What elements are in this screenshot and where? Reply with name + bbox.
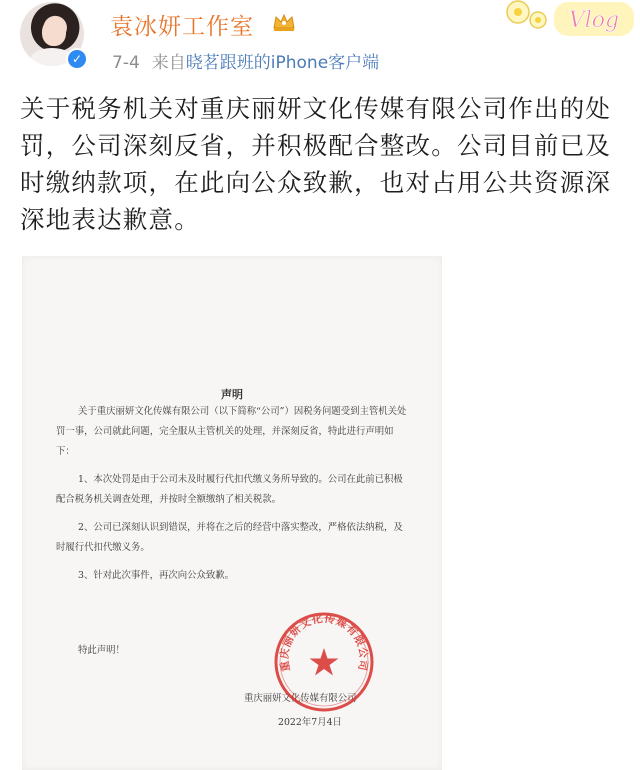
document-title: 声明 [221,388,243,401]
document-body [56,402,408,586]
document-closing: 特此声明！ [78,645,125,656]
document-paragraph: 关于重庆丽妍文化传媒有限公司（以下简称“公司”）因税务问题受到主管机关处罚一事，公司就此问题，完全服从主管机关的处理，并深刻反省，特此进行声明如下： [56,406,407,457]
document-paragraph: 2、公司已深刻认识到错误，并将在之后的经营中落实整改，严格依法纳税，及时履行代扣代缴义务。 [56,522,403,553]
company-seal-icon [272,610,376,714]
avatar-face [42,18,66,46]
crown-icon [272,12,296,32]
document-paragraph: 1、本次处罚是由于公司未及时履行代扣代缴义务所导致的。公司在此前已积极配合税务机关调查处理，并按时全额缴纳了相关税款。 [56,474,403,505]
document-date: 2022年7月4日 [278,717,342,728]
source-prefix: 来自 [151,53,186,73]
seal-text: 重庆丽妍文化传媒有限公司 [278,612,370,673]
document-company: 重庆丽妍文化传媒有限公司 [244,693,357,704]
post-meta [112,48,379,73]
post-text: 关于税务机关对重庆丽妍文化传媒有限公司作出的处罚，公司深刻反省，并积极配合整改。公司目前已及时缴纳款项，在此向公众致歉，也对占用公共资源深深地表达歉意。 [20,94,612,234]
vlog-badge-icon [498,0,638,40]
post-header [0,0,640,80]
username[interactable]: 袁冰妍工作室 [110,14,254,40]
verified-check-icon: ✓ [66,48,88,70]
device-link[interactable]: 晓茗跟班的iPhone客户端 [185,53,380,73]
vlog-badge-text: Vlog [568,8,620,33]
document-image[interactable] [22,256,442,770]
post-date: 7-4 [112,53,140,73]
document-paragraph: 3、针对此次事件，再次向公众致歉。 [78,570,234,581]
